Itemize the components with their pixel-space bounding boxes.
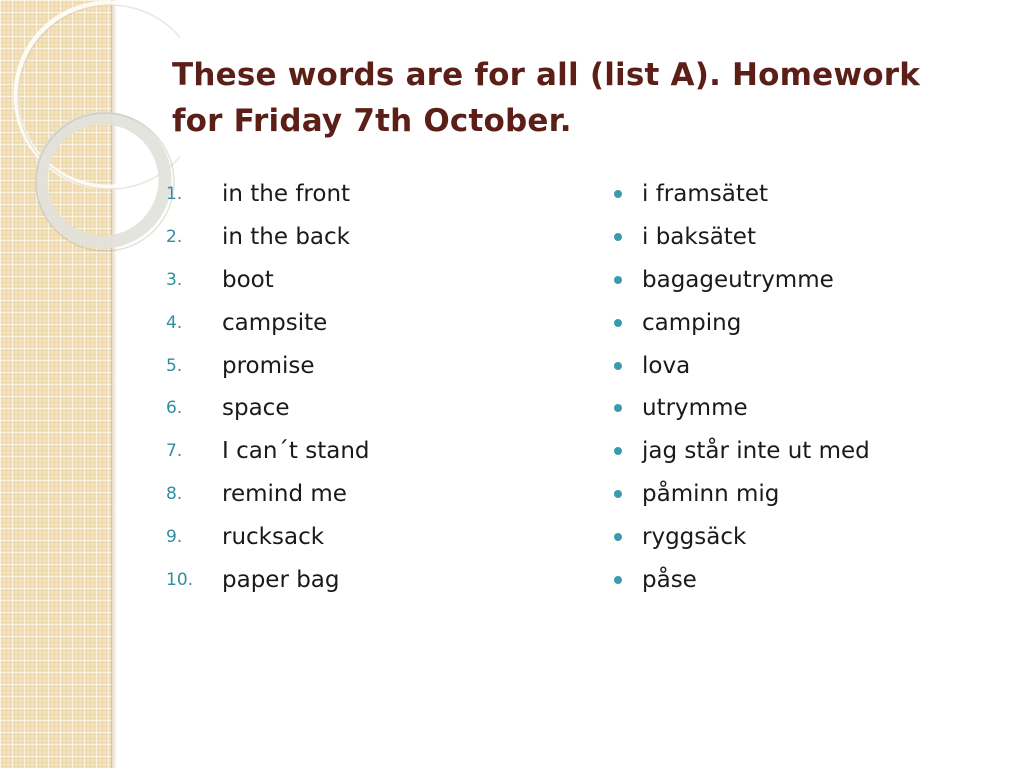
swedish-word: ryggsäck bbox=[642, 523, 747, 550]
swedish-word-item bbox=[612, 216, 992, 259]
english-word: boot bbox=[222, 266, 274, 293]
english-word-item bbox=[166, 430, 566, 473]
english-word: rucksack bbox=[222, 523, 325, 550]
bullet-icon bbox=[614, 490, 622, 498]
list-number: 8. bbox=[166, 483, 183, 504]
swedish-word: camping bbox=[642, 309, 742, 336]
swedish-word: utrymme bbox=[642, 395, 748, 422]
english-word: in the front bbox=[222, 181, 351, 208]
swedish-word: i baksätet bbox=[642, 224, 756, 251]
bullet-icon bbox=[614, 276, 622, 284]
english-word-list bbox=[166, 173, 566, 601]
slide-title-line-2: for Friday 7th October. bbox=[172, 103, 572, 139]
swedish-word-item bbox=[612, 473, 992, 516]
list-number: 4. bbox=[166, 312, 183, 333]
english-word: in the back bbox=[222, 224, 350, 251]
swedish-word-item bbox=[612, 387, 992, 430]
swedish-word: påse bbox=[642, 566, 697, 593]
list-number: 6. bbox=[166, 398, 183, 419]
english-word-item bbox=[166, 515, 566, 558]
swedish-word: i framsätet bbox=[642, 181, 769, 208]
slide-title bbox=[172, 52, 992, 144]
english-word: campsite bbox=[222, 309, 328, 336]
swedish-word: lova bbox=[642, 352, 691, 379]
swedish-word: påminn mig bbox=[642, 480, 780, 507]
swedish-word-item bbox=[612, 344, 992, 387]
bullet-icon bbox=[614, 190, 622, 198]
swedish-word: bagageutrymme bbox=[642, 266, 834, 293]
bullet-icon bbox=[614, 319, 622, 327]
bullet-icon bbox=[614, 362, 622, 370]
swedish-word-item bbox=[612, 430, 992, 473]
english-word: promise bbox=[222, 352, 315, 379]
swedish-word: jag står inte ut med bbox=[642, 438, 870, 465]
english-word-item bbox=[166, 387, 566, 430]
english-word-item bbox=[166, 473, 566, 516]
slide-title-line-1: These words are for all (list A). Homework bbox=[172, 57, 921, 93]
list-number: 7. bbox=[166, 441, 183, 462]
swedish-word-list bbox=[612, 173, 992, 601]
swedish-word-item bbox=[612, 301, 992, 344]
list-number: 2. bbox=[166, 227, 183, 248]
english-word-item bbox=[166, 301, 566, 344]
list-number: 3. bbox=[166, 269, 183, 290]
english-word: space bbox=[222, 395, 290, 422]
english-word-item bbox=[166, 344, 566, 387]
english-word-item bbox=[166, 558, 566, 601]
english-word: paper bag bbox=[222, 566, 340, 593]
english-word: I can´t stand bbox=[222, 438, 370, 465]
list-number: 5. bbox=[166, 355, 183, 376]
list-number: 9. bbox=[166, 526, 183, 547]
bullet-icon bbox=[614, 447, 622, 455]
swedish-word-item bbox=[612, 515, 992, 558]
bullet-icon bbox=[614, 576, 622, 584]
list-number: 10. bbox=[166, 569, 194, 590]
bullet-icon bbox=[614, 404, 622, 412]
english-word-item bbox=[166, 216, 566, 259]
english-word: remind me bbox=[222, 480, 347, 507]
bullet-icon bbox=[614, 233, 622, 241]
swedish-word-item bbox=[612, 259, 992, 302]
decorative-rings bbox=[0, 0, 180, 260]
swedish-word-item bbox=[612, 173, 992, 216]
swedish-word-item bbox=[612, 558, 992, 601]
english-word-item bbox=[166, 259, 566, 302]
english-word-item bbox=[166, 173, 566, 216]
bullet-icon bbox=[614, 533, 622, 541]
decorative-ring-small-shadow bbox=[36, 113, 174, 251]
list-number: 1. bbox=[166, 184, 183, 205]
